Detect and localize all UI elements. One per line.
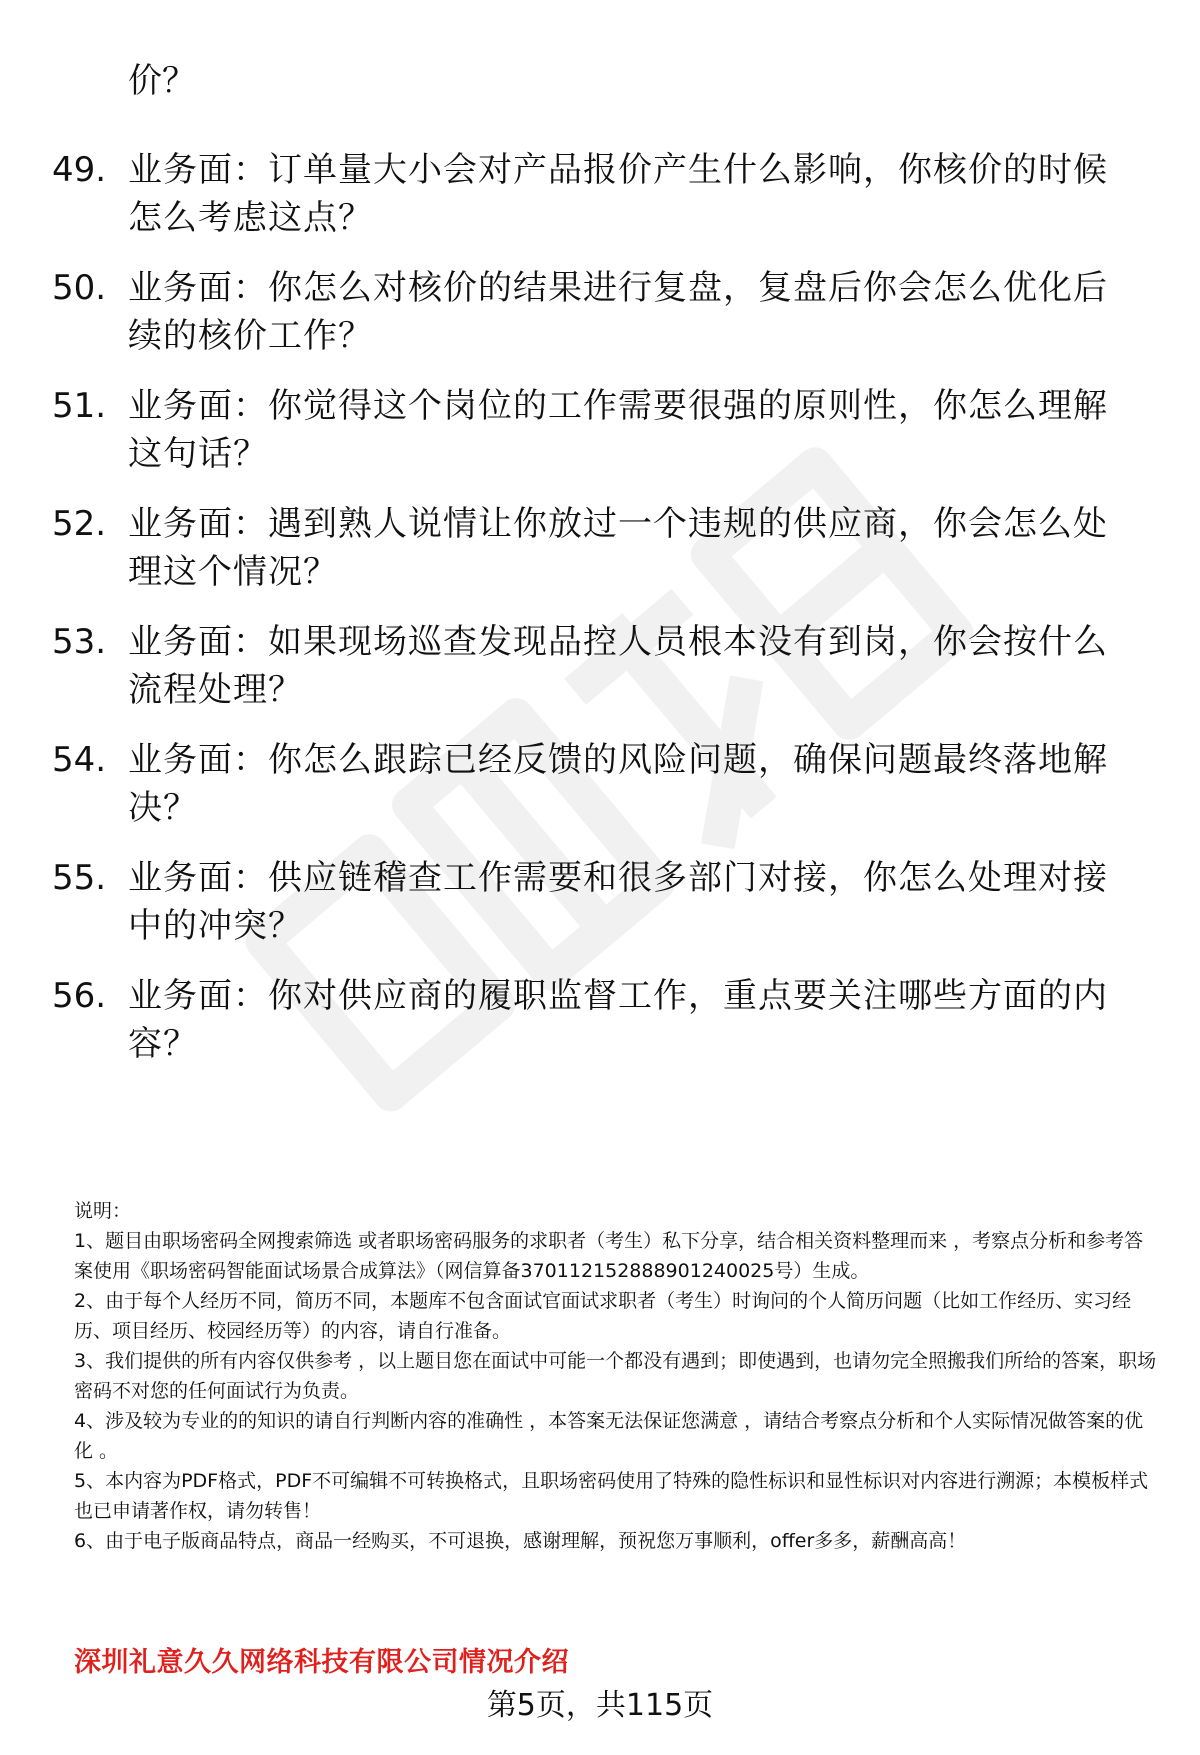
note-item: 2、由于每个人经历不同，简历不同，本题库不包含面试官面试求职者（考生）时询问的个人简历问题（比如工作经历、实习经历、项目经历、校园经历等）的内容，请自行准备。 <box>74 1290 1132 1342</box>
note-item: 4、涉及较为专业的的知识的请自行判断内容的准确性 ，本答案无法保证您满意 ，请结合考察点分析和个人实际情况做答案的优化 。 <box>74 1410 1144 1462</box>
question-text: 业务面：你对供应商的履职监督工作，重点要关注哪些方面的内容？ <box>128 976 1108 1064</box>
company-title: 深圳礼意久久网络科技有限公司情况介绍 <box>74 1647 569 1678</box>
question-text: 业务面：你怎么对核价的结果进行复盘，复盘后你会怎么优化后续的核价工作？ <box>128 268 1108 356</box>
question-continuation: 价？ <box>128 61 196 101</box>
note-item: 3、我们提供的所有内容仅供参考 ，以上题目您在面试中可能一个都没有遇到；即使遇到，也请勿完全照搬我们所给的答案，职场密码不对您的任何面试行为负责。 <box>74 1350 1157 1402</box>
note-item: 6、由于电子版商品特点，商品一经购买，不可退换，感谢理解，预祝您万事顺利，offer多多，薪酬高高！ <box>74 1530 967 1552</box>
question-text: 业务面：订单量大小会对产品报价产生什么影响，你核价的时候怎么考虑这点？ <box>128 150 1108 238</box>
question-text: 业务面：如果现场巡查发现品控人员根本没有到岗，你会按什么流程处理？ <box>128 622 1108 710</box>
question-number: 54. <box>52 740 107 780</box>
question-number: 49. <box>52 150 107 190</box>
question-number: 52. <box>52 504 107 544</box>
page-indicator: 第5页，共115页 <box>486 1688 714 1723</box>
notes-title: 说明： <box>74 1200 132 1222</box>
question-text: 业务面：遇到熟人说情让你放过一个违规的供应商，你会怎么处理这个情况？ <box>128 504 1108 592</box>
question-number: 51. <box>52 386 107 426</box>
question-number: 53. <box>52 622 107 662</box>
question-text: 业务面：你怎么跟踪已经反馈的风险问题，确保问题最终落地解决？ <box>128 740 1108 828</box>
question-text: 业务面：你觉得这个岗位的工作需要很强的原则性，你怎么理解这句话？ <box>128 386 1108 474</box>
question-number: 50. <box>52 268 107 308</box>
question-number: 56. <box>52 976 107 1016</box>
note-item: 5、本内容为PDF格式，PDF不可编辑不可转换格式，且职场密码使用了特殊的隐性标识和显性标识对内容进行溯源；本模板样式也已申请著作权，请勿转售！ <box>74 1470 1149 1522</box>
question-text: 业务面：供应链稽查工作需要和很多部门对接，你怎么处理对接中的冲突？ <box>128 858 1108 946</box>
note-item: 1、题目由职场密码全网搜索筛选 或者职场密码服务的求职者（考生）私下分享，结合相关资料整理而来 ，考察点分析和参考答案使用《职场密码智能面试场景合成算法》（网信算备370112152888901240025号）生成。 <box>74 1230 1144 1282</box>
question-number: 55. <box>52 858 107 898</box>
notes-section <box>74 1196 1160 1556</box>
